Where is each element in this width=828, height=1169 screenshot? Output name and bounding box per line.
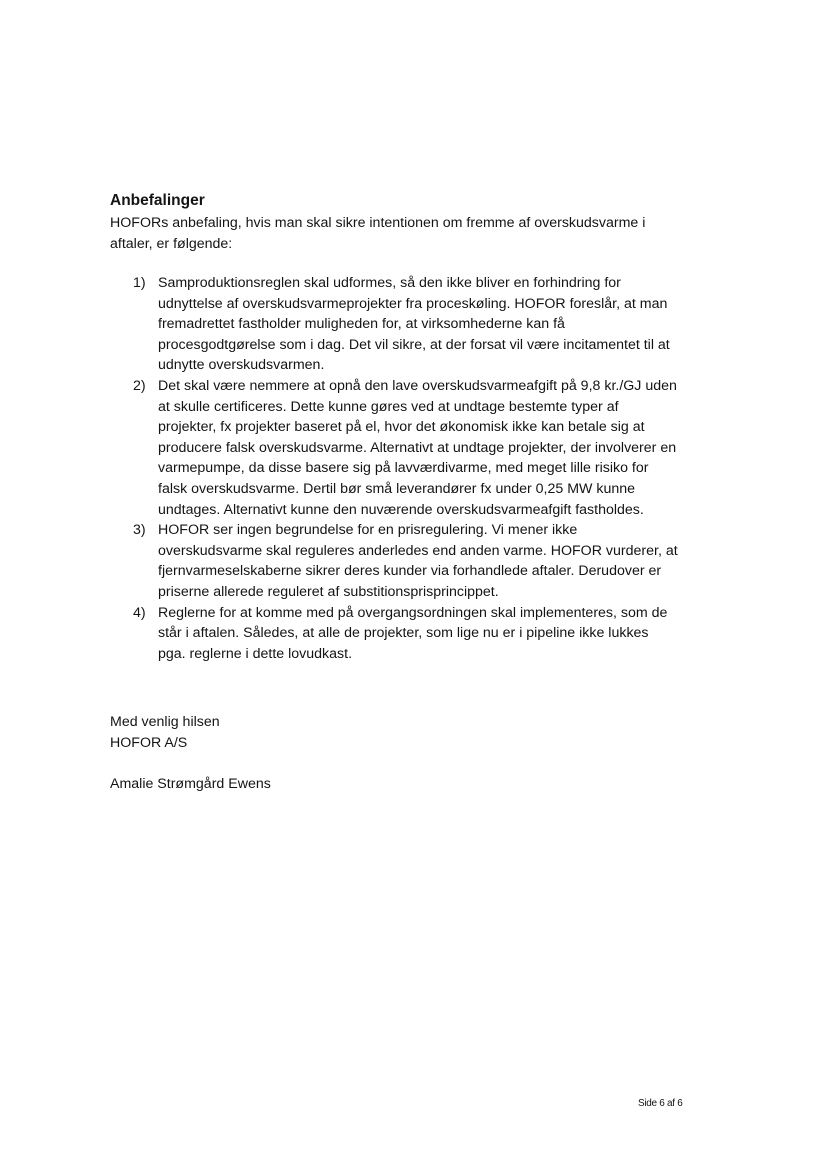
signer-name: Amalie Strømgård Ewens bbox=[110, 776, 271, 792]
list-item bbox=[0, 603, 678, 665]
list-item-number: 4) bbox=[133, 604, 146, 621]
list-item-text: Reglerne for at komme med på overgangsordningen skal implementeres, som de står i aftalen. Således, at alle de projekter, som lige nu er i pipeline ikke lukkes pga. reglerne i dette lovudkast. bbox=[158, 604, 668, 662]
list-item-number: 2) bbox=[133, 377, 146, 394]
section-heading: Anbefalinger bbox=[110, 192, 205, 209]
closing-greeting: Med venlig hilsen bbox=[110, 714, 220, 730]
list-item-number: 1) bbox=[133, 275, 146, 291]
list-item bbox=[0, 376, 678, 520]
page-number: Side 6 af 6 bbox=[638, 1098, 683, 1109]
list-item-text: Samproduktionsreglen skal udformes, så den ikke bliver en forhindring for udnyttelse af overskudsvarmeprojekter fra proceskøling. HOFOR foreslår, at man fremadrettet fastholder muligheden for, at virksomhederne kan få procesgodtgørelse som i dag. Det vil sikre, at der forsat vil være incitamentet til at udnytte overskudsvarmen. bbox=[158, 275, 670, 374]
recommendations-list bbox=[0, 273, 828, 664]
intro-paragraph: HOFORs anbefaling, hvis man skal sikre intentionen om fremme af overskudsvarme i aftaler, er følgende: bbox=[110, 215, 646, 252]
list-item-text: Det skal være nemmere at opnå den lave overskudsvarmeafgift på 9,8 kr./GJ uden at skulle certificeres. Dette kunne gøres ved at undtage bestemte typer af projekter, fx projekter baseret på el, hvor det økonomisk ikke kan betale sig at producere falsk overskudsvarme. Alternativt at undtage projekter, der involverer en varmepumpe, da disse basere sig på lavværdivarme, med meget lille risiko for falsk overskudsvarme. Dertil bør små leverandører fx under 0,25 MW kunne undtages. Alternativt kunne den nuværende overskudsvarmeafgift fastholdes. bbox=[158, 377, 677, 518]
closing-block bbox=[110, 712, 220, 754]
list-item-text: HOFOR ser ingen begrundelse for en prisregulering. Vi mener ikke overskudsvarme skal reguleres anderledes end anden varme. HOFOR vurderer, at fjernvarmeselskaberne sikrer deres kunder via forhandlede aftaler. Derudover er priserne allerede reguleret af substitionsprisprincippet. bbox=[158, 522, 678, 600]
closing-company: HOFOR A/S bbox=[110, 735, 188, 751]
list-item bbox=[0, 273, 678, 376]
list-item bbox=[0, 520, 678, 602]
list-item-number: 3) bbox=[133, 522, 146, 539]
